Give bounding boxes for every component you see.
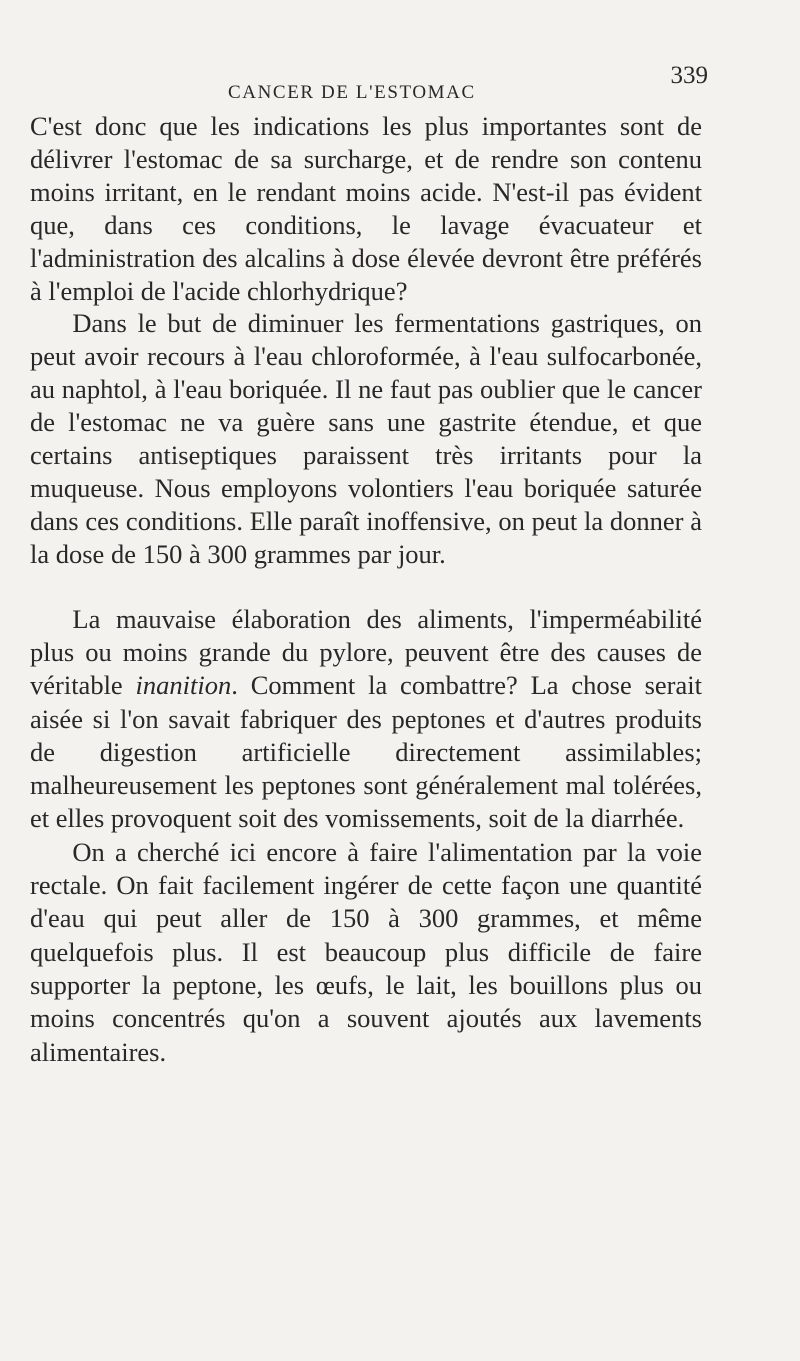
paragraph-inanition <box>30 603 702 836</box>
paragraph-fermentations: Dans le but de diminuer les fermentations gastriques, on peut avoir recours à l'eau chloroformée, à l'eau sulfocarbonée, au naphtol, à l'eau boriquée. Il ne faut pas oublier que le cancer de l'estomac ne va guère sans une gastrite étendue, et que certains antiseptiques paraissent très irritants pour la muqueuse. Nous employons volontiers l'eau boriquée saturée dans ces conditions. Elle paraît inoffensive, on peut la donner à la dose de 150 à 300 grammes par jour. <box>30 308 702 569</box>
running-title: CANCER DE L'ESTOMAC <box>228 82 476 103</box>
page-number: 339 <box>670 62 708 89</box>
paragraph-inanition-start: La mauvaise élaboration des aliments, l'imperméabilité plus ou moins grande du pylore, peuvent être des causes de véritable <box>30 603 702 701</box>
page-header <box>228 62 708 102</box>
body-text <box>30 110 702 1069</box>
paragraph-rectal-feeding: On a cherché ici encore à faire l'alimentation par la voie rectale. On fait facilement ingérer de cette façon une quantité d'eau qui peut aller de 150 à 300 grammes, et même quelquefois plus. Il est beaucoup plus difficile de faire supporter la peptone, les œufs, le lait, les bouillons plus ou moins concentrés qu'on a souvent ajoutés aux lavements alimentaires. <box>30 836 702 1067</box>
paragraph-indications: C'est donc que les indications les plus importantes sont de délivrer l'estomac de sa surcharge, et de rendre son contenu moins irritant, en le rendant moins acide. N'est-il pas évident que, dans ces conditions, le lavage évacuateur et l'administration des alcalins à dose élevée devront être préférés à l'emploi de l'acide chlorhydrique? <box>30 111 702 306</box>
paragraph-inanition-end: . Comment la combattre? La chose serait aisée si l'on savait fabriquer des peptones et d'autres produits de digestion artificielle directement assimilables; malheureusement les peptones sont généralement mal tolérées, et elles provoquent soit des vomissements, soit de la diarrhée. <box>30 670 702 834</box>
emphasized-term: inanition <box>135 670 232 701</box>
